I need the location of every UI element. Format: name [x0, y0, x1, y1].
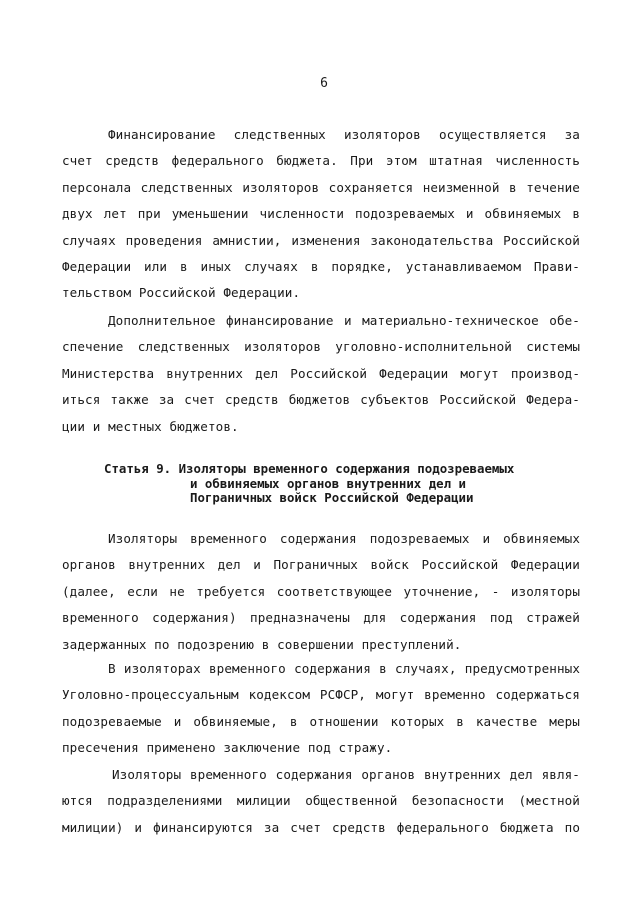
heading-line: Пограничных войск Российской Федерации [190, 490, 474, 506]
text-line: задержанных по подозрению в совершении преступлений. [62, 636, 462, 652]
text-line: двух лет при уменьшении численности подозреваемых и обвиняемых в [62, 206, 580, 222]
text-line: ции и местных бюджетов. [62, 418, 239, 434]
paragraph-police-subdivisions [62, 762, 580, 841]
text-line: Дополнительное финансирование и материально-техническое обе- [108, 313, 580, 328]
article-heading [104, 462, 564, 506]
text-line: милиции) и финансируются за счет средств федерального бюджета по [62, 819, 580, 835]
text-line: тельством Российской Федерации. [62, 285, 301, 301]
text-line: В изоляторах временного содержания в случаях, предусмотренных [108, 661, 580, 676]
text-line: персонала следственных изоляторов сохраняется неизменной в течение [62, 179, 580, 195]
heading-line: Статья 9. Изоляторы временного содержания подозреваемых [104, 461, 515, 476]
paragraph-financing [62, 122, 580, 307]
paragraph-additional-financing [62, 308, 580, 440]
text-line: подозреваемые и обвиняемые, в отношении которых в качестве меры [62, 713, 580, 729]
text-line: пресечения применено заключение под стражу. [62, 740, 393, 756]
text-line: счет средств федерального бюджета. При этом штатная численность [62, 153, 580, 169]
text-line: спечение следственных изоляторов уголовно-исполнительной системы [62, 339, 580, 355]
heading-line: и обвиняемых органов внутренних дел и [190, 475, 467, 491]
text-line: случаях проведения амнистии, изменения законодательства Российской [62, 232, 580, 248]
text-line: Изоляторы временного содержания органов внутренних дел явля- [112, 767, 580, 782]
text-line: органов внутренних дел и Пограничных войск Российской Федерации [62, 557, 580, 573]
text-line: Финансирование следственных изоляторов осуществляется за [108, 127, 580, 142]
text-line: иться также за счет средств бюджетов субъектов Российской Федера- [62, 392, 580, 408]
text-line: временного содержания) предназначены для содержания под стражей [62, 610, 580, 626]
text-line: Федерации или в иных случаях в порядке, устанавливаемом Прави- [62, 258, 580, 274]
paragraph-isolators-purpose [62, 526, 580, 658]
text-line: Министерства внутренних дел Российской Федерации могут производ- [62, 365, 580, 381]
text-line: Изоляторы временного содержания подозреваемых и обвиняемых [108, 531, 580, 546]
text-line: Уголовно-процессуальным кодексом РСФСР, могут временно содержаться [62, 687, 580, 703]
text-line: ются подразделениями милиции общественной безопасности (местной [62, 793, 580, 809]
paragraph-detention-cases [62, 656, 580, 762]
text-line: (далее, если не требуется соответствующее уточнение, - изоляторы [62, 583, 580, 599]
page-number: 6 [320, 76, 328, 91]
